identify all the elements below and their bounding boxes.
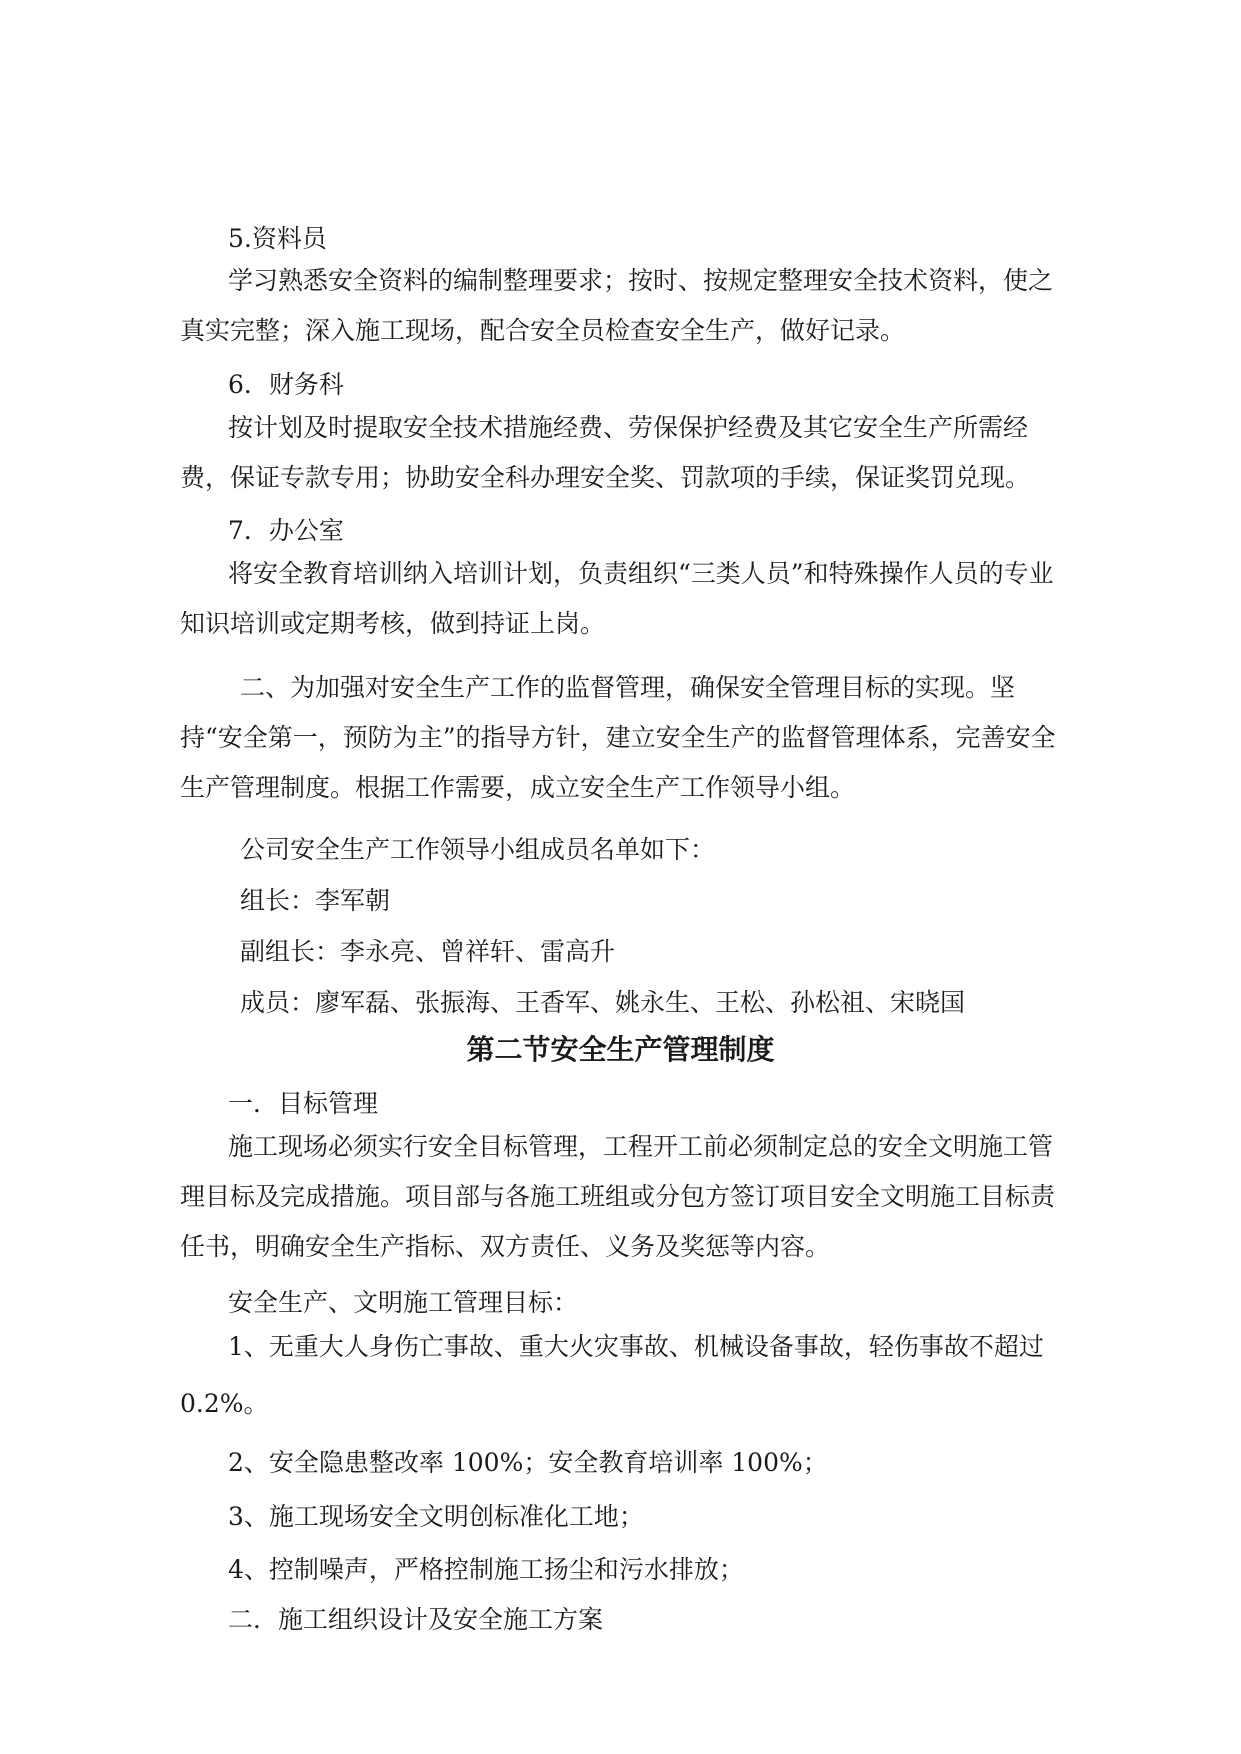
- item6-text: 按计划及时提取安全技术措施经费、劳保保护经费及其它安全生产所需经费，保证专款专用；协助安全科办理安全奖、罚款项的手续，保证奖罚兑现。: [180, 413, 1031, 492]
- goal-4: 4、控制噪声，严格控制施工扬尘和污水排放；: [228, 1555, 744, 1584]
- item6-heading: 6．财务科: [228, 370, 344, 399]
- group-members: 成员：廖军磊、张振海、王香军、姚永生、王松、孙松祖、宋晓国: [240, 988, 966, 1017]
- part1-heading: 一．目标管理: [228, 1089, 379, 1118]
- item7-heading: 7．办公室: [228, 516, 344, 545]
- goals-intro: 安全生产、文明施工管理目标：: [228, 1288, 579, 1317]
- part2-text: 二、为加强对安全生产工作的监督管理，确保安全管理目标的实现。坚持“安全第一，预防为主”的指导方针，建立安全生产的监督管理体系，完善安全生产管理制度。根据工作需要，成立安全生产工作领导小组。: [180, 673, 1056, 802]
- item5-heading: 5.资料员: [228, 224, 327, 253]
- goal-3: 3、施工现场安全文明创标准化工地；: [228, 1502, 644, 1531]
- item5-text: 学习熟悉安全资料的编制整理要求；按时、按规定整理安全技术资料，使之真实完整；深入施工现场，配合安全员检查安全生产，做好记录。: [180, 266, 1054, 345]
- section-title: 第二节安全生产管理制度: [466, 1033, 775, 1066]
- group-deputy: 副组长：李永亮、曾祥轩、雷高升: [240, 937, 616, 966]
- group-leader: 组长：李军朝: [240, 886, 391, 915]
- goal-2: 2、安全隐患整改率 100%；安全教育培训率 100%；: [228, 1448, 828, 1477]
- item7-text: 将安全教育培训纳入培训计划，负责组织“三类人员”和特殊操作人员的专业知识培训或定期考核，做到持证上岗。: [180, 559, 1054, 638]
- part2-heading: 二．施工组织设计及安全施工方案: [228, 1605, 604, 1634]
- part1-text: 施工现场必须实行安全目标管理，工程开工前必须制定总的安全文明施工管理目标及完成措施。项目部与各施工班组或分包方签订项目安全文明施工目标责任书，明确安全生产指标、双方责任、义务及奖惩等内容。: [180, 1132, 1056, 1261]
- goal-1: 1、无重大人身伤亡事故、重大火灾事故、机械设备事故，轻伤事故不超过0.2%。: [180, 1332, 1044, 1418]
- group-intro: 公司安全生产工作领导小组成员名单如下：: [240, 835, 716, 864]
